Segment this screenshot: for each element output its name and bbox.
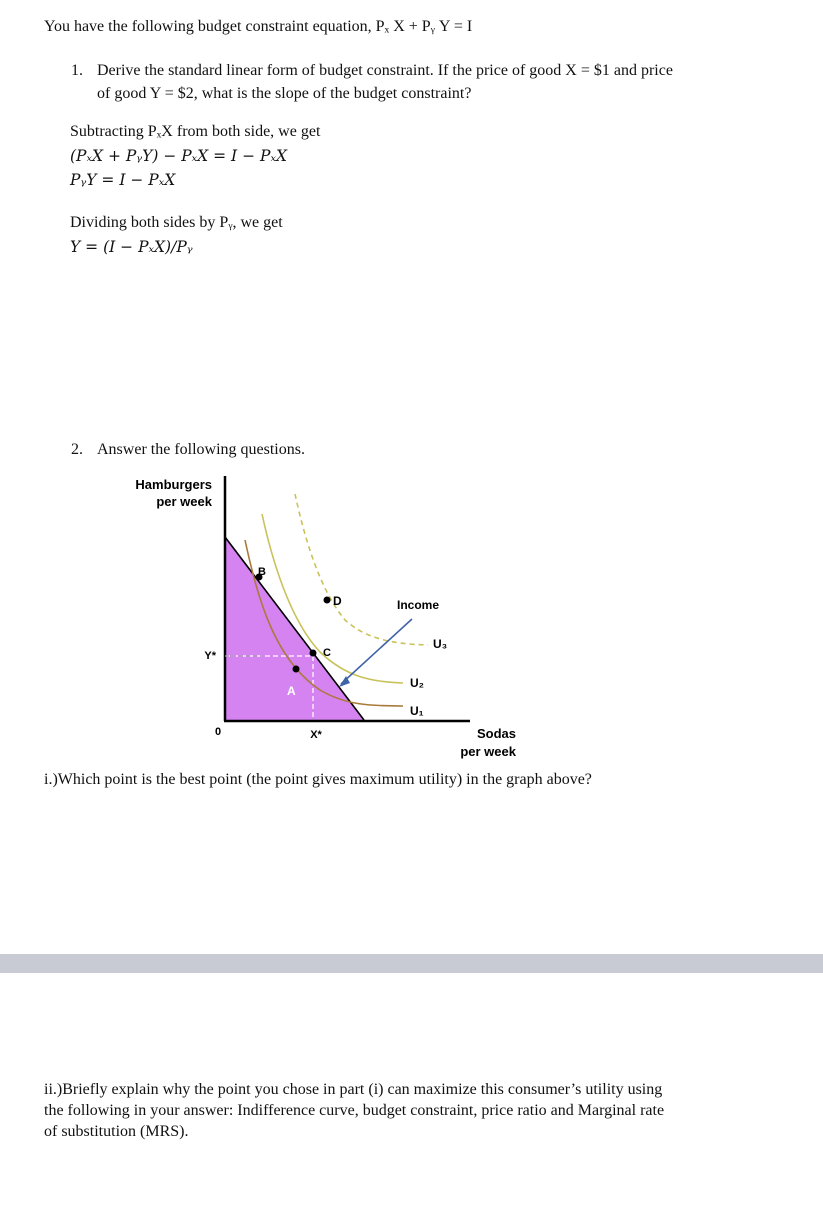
budget-graph <box>0 470 823 770</box>
question-ii-line1: ii.)Briefly explain why the point you chose in part (i) can maximize this consumer’s utility using <box>44 1081 663 1098</box>
u2-label: U₂ <box>410 676 424 690</box>
point-c-marker <box>310 650 317 657</box>
u1-label: U₁ <box>410 704 424 718</box>
y-axis-label-2: per week <box>156 494 212 509</box>
point-a-label: A <box>287 684 296 698</box>
q1-step1: Subtracting PₓX from both side, we get <box>70 123 321 140</box>
q2-text: Answer the following questions. <box>97 441 305 458</box>
q1-number: 1. <box>71 62 83 79</box>
u3-label: U₃ <box>433 637 448 651</box>
q1-line2: of good Y = $2, what is the slope of the budget constraint? <box>97 85 472 102</box>
point-a-marker <box>293 666 300 673</box>
q1-step2: Dividing both sides by Pᵧ, we get <box>70 214 283 231</box>
q1-line1: Derive the standard linear form of budget constraint. If the price of good X = $1 and price <box>97 62 673 79</box>
point-d-label: D <box>333 594 342 608</box>
income-expansion-path <box>341 619 412 684</box>
y-axis-label-1: Hamburgers <box>135 477 212 492</box>
intro-text: You have the following budget constraint equation, Pₓ X + Pᵧ Y = I <box>44 18 473 35</box>
question-i: i.)Which point is the best point (the point gives maximum utility) in the graph above? <box>44 771 592 788</box>
point-d-marker <box>324 597 331 604</box>
question-ii-line3: of substitution (MRS). <box>44 1123 189 1140</box>
y-star-label: Y* <box>204 650 216 662</box>
q1-eq1: (PₓX + PᵧY) − PₓX = I − PₓX <box>70 147 287 165</box>
origin-label: 0 <box>214 726 222 738</box>
q1-eq2: PᵧY = I − PₓX <box>70 171 176 189</box>
q1-eq3: Y = (I − PₓX)/Pᵧ <box>70 238 193 256</box>
income-label: Income <box>397 598 440 612</box>
point-b-label: B <box>258 566 266 578</box>
page-separator <box>0 954 823 973</box>
q2-number: 2. <box>71 441 83 458</box>
x-axis-label-2: per week <box>460 744 516 759</box>
x-star-label: X* <box>310 729 322 741</box>
question-ii-line2: the following in your answer: Indifference curve, budget constraint, price ratio and Marginal rate <box>44 1102 665 1119</box>
point-c-label: C <box>323 647 331 659</box>
x-axis-label-1: Sodas <box>476 726 516 741</box>
